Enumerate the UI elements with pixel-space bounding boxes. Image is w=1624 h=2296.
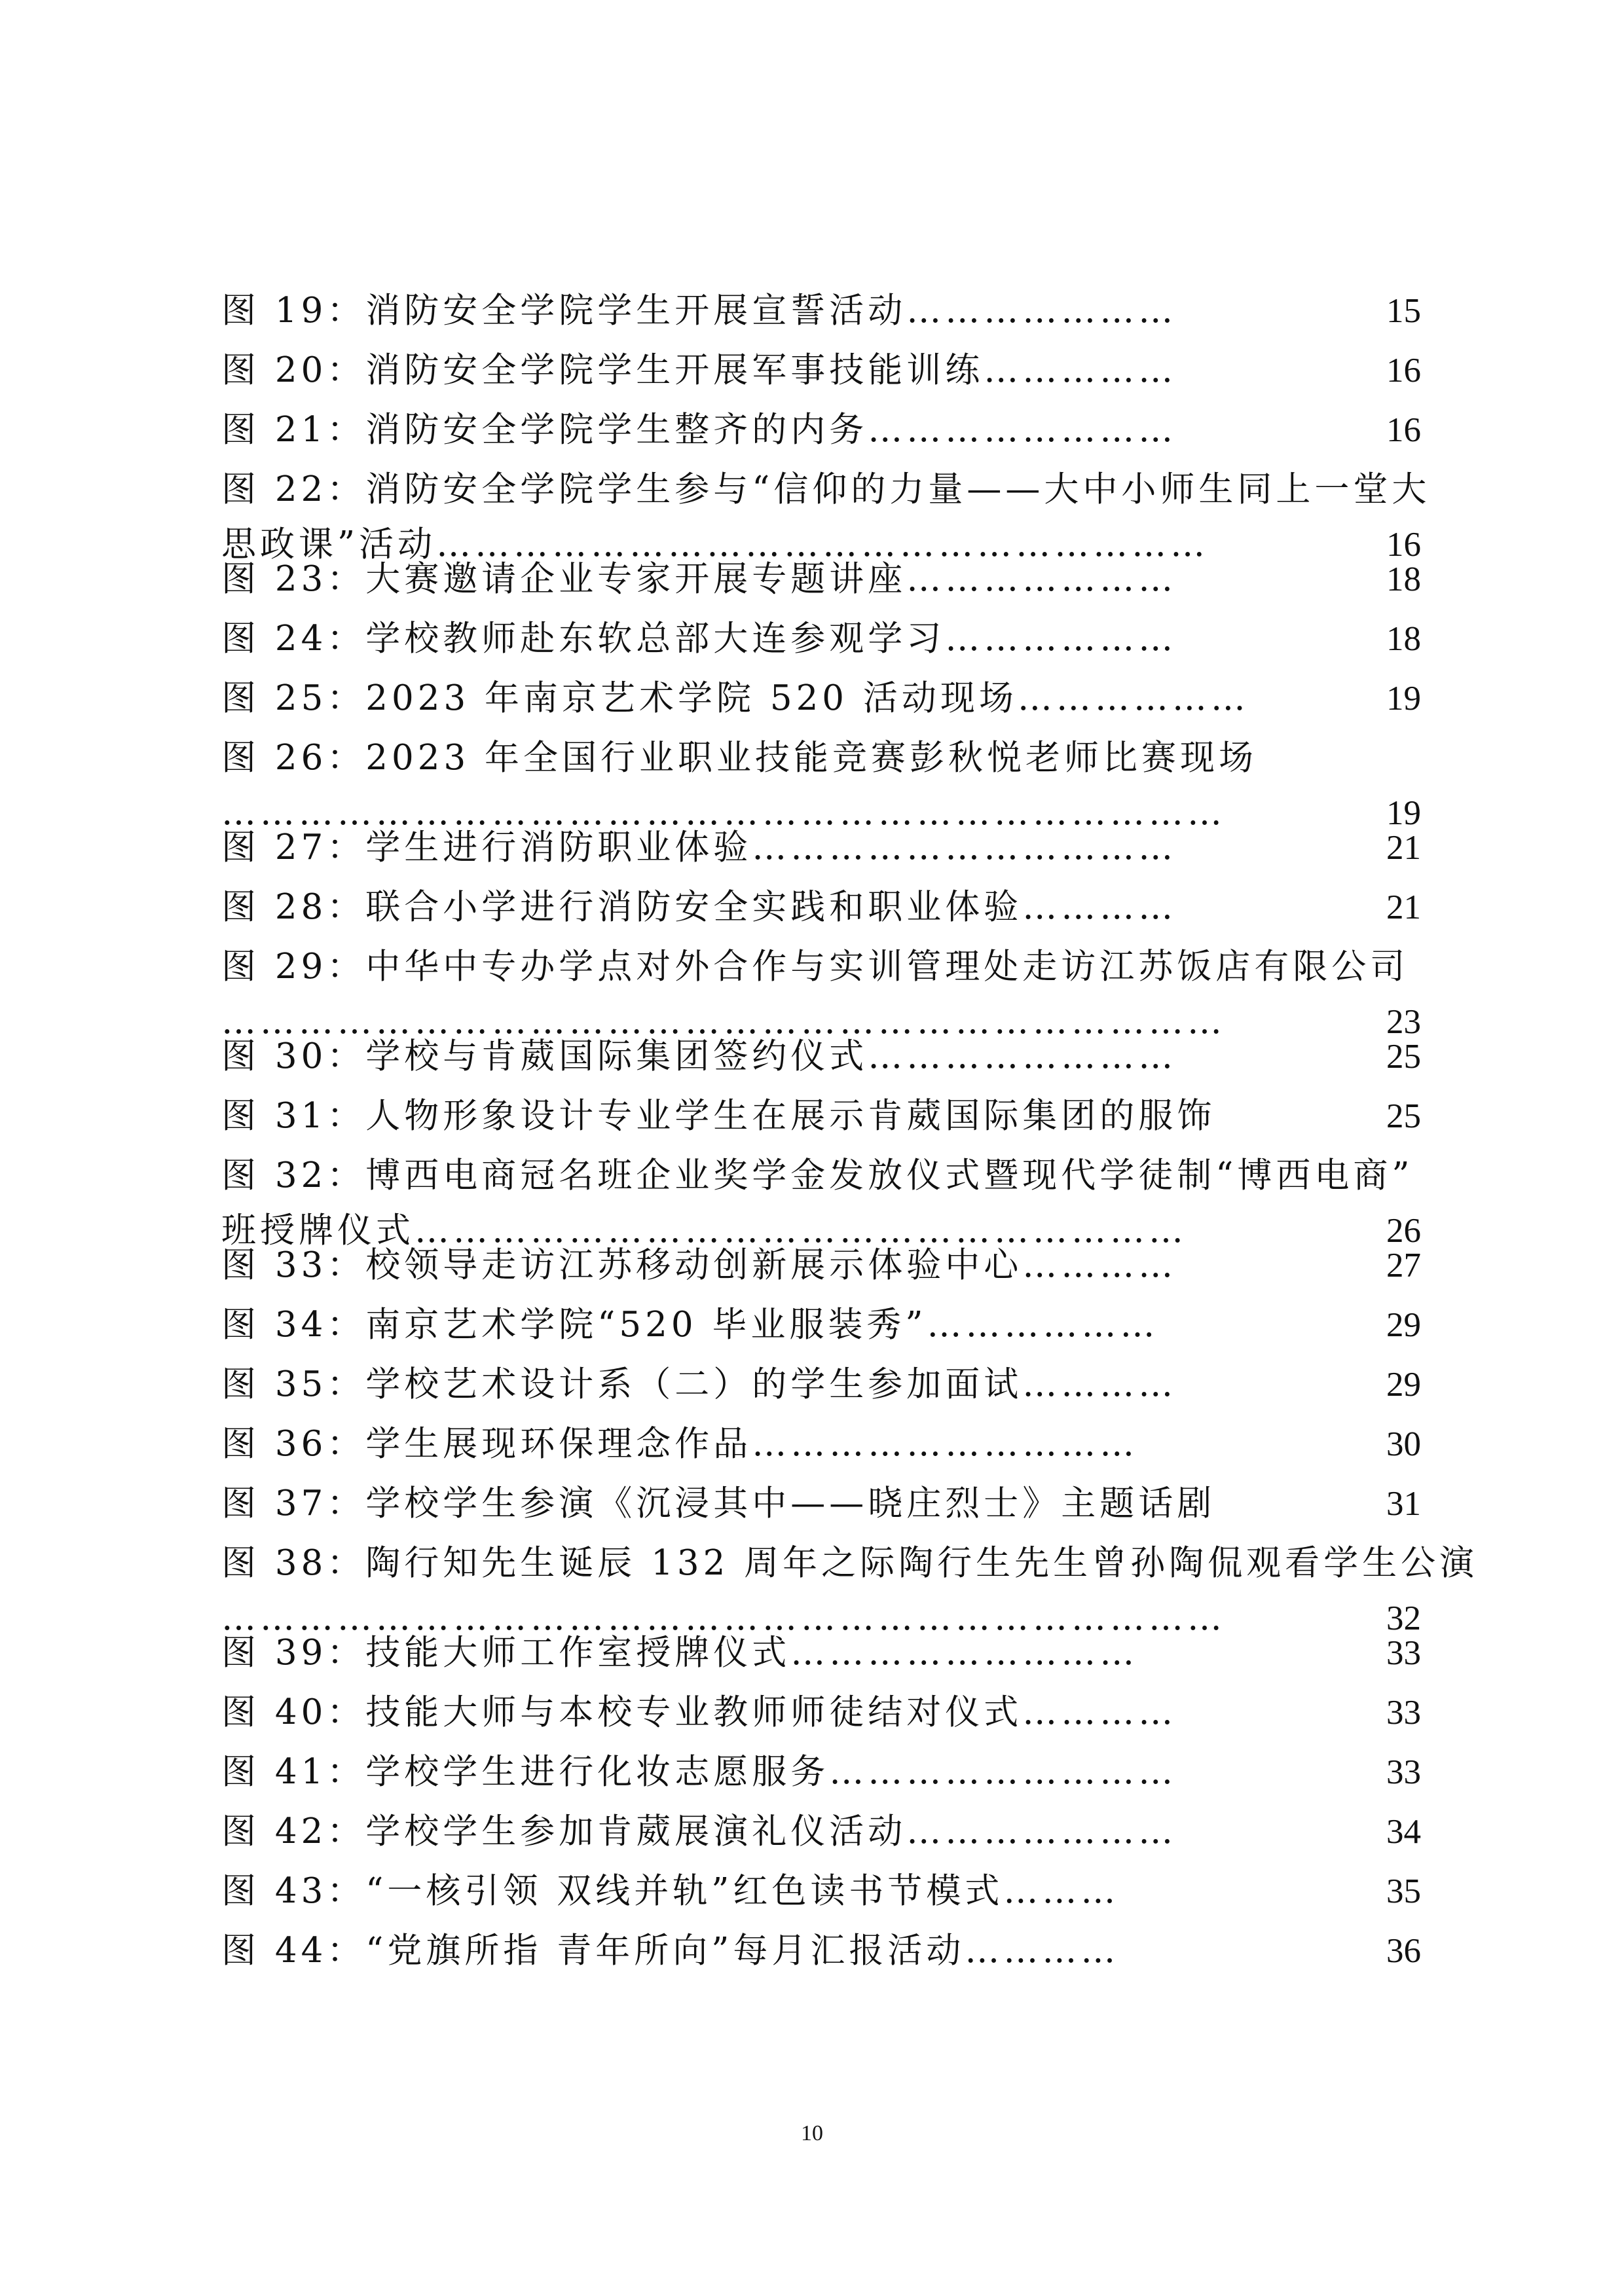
entry-page-number: 18 [1386, 620, 1421, 658]
entry-title: 图 36：学生展现环保理念作品………………………… [221, 1424, 1139, 1464]
entry-page-number: 29 [1386, 1366, 1421, 1404]
entry-title: 图 30：学校与肯葳国际集团签约仪式…………………… [221, 1036, 1177, 1076]
entry-title: 图 41：学校学生进行化妆志愿服务……………………… [221, 1752, 1177, 1792]
entry-title: 图 29：中华中专办学点对外合作与实训管理处走访江苏饭店有限公司 [221, 947, 1409, 987]
entry-title: 图 40：技能大师与本校专业教师师徒结对仪式………… [221, 1692, 1177, 1732]
entry-page-number: 16 [1386, 411, 1421, 449]
entry-page-number: 23 [1386, 1003, 1421, 1041]
entry-title: 图 35：学校艺术设计系（二）的学生参加面试………… [221, 1364, 1177, 1404]
entry-title: 图 22：消防安全学院学生参与“信仰的力量——大中小师生同上一堂大 [221, 469, 1431, 509]
entry-title: 图 25：2023 年南京艺术学院 520 活动现场……………… [221, 678, 1249, 718]
entry-title: 图 19：消防安全学院学生开展宣誓活动………………… [221, 291, 1177, 331]
toc-entry[interactable] [221, 1355, 1421, 1414]
toc-entry[interactable] [221, 1743, 1421, 1802]
entry-page-number: 18 [1386, 560, 1421, 598]
toc-entry[interactable] [221, 610, 1421, 668]
entry-page-number: 21 [1386, 888, 1421, 926]
entry-page-number: 19 [1386, 794, 1421, 832]
entry-title: 图 24：学校教师赴东软总部大连参观学习……………… [221, 619, 1177, 659]
entry-page-number: 15 [1386, 292, 1421, 330]
entry-title: 图 37：学校学生参演《沉浸其中——晓庄烈士》主题话剧 [221, 1484, 1216, 1523]
toc-entry[interactable] [221, 401, 1421, 460]
entry-page-number: 16 [1386, 352, 1421, 390]
entry-page-number: 19 [1386, 680, 1421, 718]
entry-page-number: 29 [1386, 1306, 1421, 1344]
entry-page-number: 35 [1386, 1872, 1421, 1910]
entry-title: 图 44：“党旗所指 青年所向”每月汇报活动………… [221, 1931, 1120, 1971]
toc-entry[interactable] [221, 1087, 1421, 1146]
entry-title: 图 20：消防安全学院学生开展军事技能训练…………… [221, 350, 1177, 390]
entry-page-number: 16 [1386, 526, 1421, 564]
toc-entry[interactable] [221, 1683, 1421, 1742]
entry-title: 图 38：陶行知先生诞辰 132 周年之际陶行生先生曾孙陶侃观看学生公演 [221, 1543, 1479, 1583]
entry-page-number: 21 [1386, 829, 1421, 867]
entry-title: 图 26：2023 年全国行业职业技能竞赛彭秋悦老师比赛现场 [221, 738, 1258, 778]
entry-title: 图 33：校领导走访江苏移动创新展示体验中心………… [221, 1245, 1177, 1285]
entry-title: 图 34：南京艺术学院“520 毕业服装秀”……………… [221, 1305, 1159, 1345]
entry-page-number: 34 [1386, 1813, 1421, 1851]
entry-page-number: 33 [1386, 1694, 1421, 1732]
toc-entry[interactable] [221, 1415, 1421, 1474]
entry-page-number: 25 [1386, 1097, 1421, 1135]
entry-page-number: 26 [1386, 1212, 1421, 1250]
toc-entry[interactable] [221, 341, 1421, 400]
entry-title-continued: …………………………………………………………………… [221, 1002, 1226, 1042]
toc-entry[interactable] [221, 669, 1421, 728]
toc-entry[interactable] [221, 1296, 1421, 1355]
toc-entry[interactable] [221, 878, 1421, 937]
toc-entry[interactable] [221, 1474, 1421, 1533]
entry-page-number: 27 [1386, 1247, 1421, 1285]
entry-title: 图 42：学校学生参加肯葳展演礼仪活动………………… [221, 1812, 1177, 1851]
entry-page-number: 25 [1386, 1038, 1421, 1076]
toc-entry[interactable] [221, 1802, 1421, 1861]
entry-title: 图 28：联合小学进行消防安全实践和职业体验………… [221, 887, 1177, 927]
toc-entry[interactable] [221, 818, 1421, 877]
toc-entry[interactable] [221, 1236, 1421, 1295]
entry-page-number: 36 [1386, 1932, 1421, 1970]
entry-title: 图 23：大赛邀请企业专家开展专题讲座………………… [221, 559, 1177, 599]
toc-entry[interactable] [221, 282, 1421, 340]
entry-title-continued: 班授牌仪式…………………………………………………… [221, 1211, 1187, 1250]
entry-title: 图 21：消防安全学院学生整齐的内务…………………… [221, 410, 1177, 450]
entry-title: 图 39：技能大师工作室授牌仪式……………………… [221, 1633, 1139, 1673]
entry-title-continued: …………………………………………………………………… [221, 793, 1226, 833]
entry-page-number: 31 [1386, 1485, 1421, 1523]
entry-title: 图 32：博西电商冠名班企业奖学金发放仪式暨现代学徒制“博西电商” [221, 1156, 1414, 1195]
toc-entry[interactable] [221, 1624, 1421, 1683]
entry-title: 图 43：“一核引领 双线并轨”红色读书节模式……… [221, 1871, 1120, 1911]
entry-page-number: 32 [1386, 1599, 1421, 1637]
entry-title-continued: 思政课”活动…………………………………………………… [221, 524, 1209, 564]
entry-title: 图 27：学生进行消防职业体验…………………………… [221, 828, 1177, 867]
toc-entry[interactable] [221, 550, 1421, 609]
page-number: 10 [801, 2121, 823, 2145]
toc-entry[interactable] [221, 1027, 1421, 1086]
entry-title-continued: …………………………………………………………………… [221, 1598, 1226, 1638]
toc-entry[interactable] [221, 1862, 1421, 1921]
entry-page-number: 33 [1386, 1634, 1421, 1672]
entry-page-number: 30 [1386, 1425, 1421, 1463]
entry-title: 图 31：人物形象设计专业学生在展示肯葳国际集团的服饰 [221, 1096, 1216, 1136]
entry-page-number: 33 [1386, 1753, 1421, 1791]
toc-entry[interactable] [221, 1922, 1421, 1980]
